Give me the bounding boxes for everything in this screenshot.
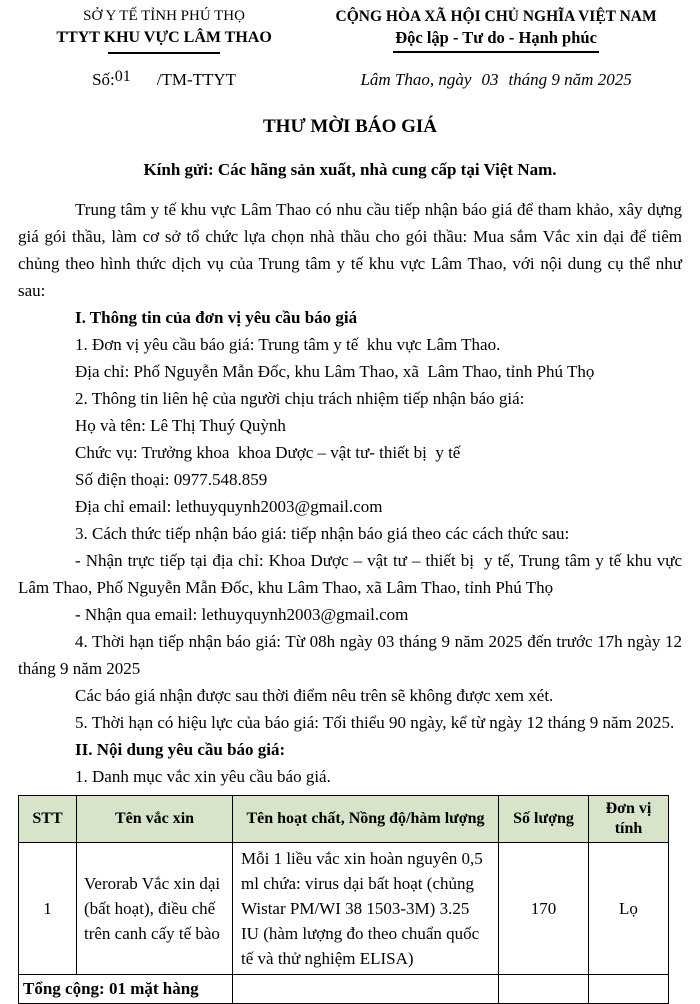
late-quote-note: Các báo giá nhận được sau thời điểm nêu trên sẽ không được xem xét. — [75, 686, 554, 705]
doc-number-label: Số: — [92, 70, 115, 89]
vaccine-quote-table — [18, 795, 669, 1004]
col-header-active-ingredient: Tên hoạt chất, Nồng độ/hàm lượng — [233, 796, 499, 843]
doc-date-suffix: tháng 9 năm 2025 — [508, 70, 632, 89]
national-title: CỘNG HÒA XÃ HỘI CHỦ NGHĨA VIỆT NAM — [335, 8, 657, 25]
col-header-stt: STT — [19, 796, 77, 843]
doc-date — [310, 70, 682, 90]
national-header-block — [310, 6, 682, 54]
total-empty-cell-3 — [589, 975, 669, 1004]
page-title: THƯ MỜI BÁO GIÁ — [263, 116, 437, 137]
parent-org-name: SỞ Y TẾ TỈNH PHÚ THỌ — [83, 8, 245, 24]
doc-date-prefix: Lâm Thao, ngày — [360, 70, 472, 89]
contact-position-line: Chức vụ: Trưởng khoa khoa Dược – vật tư- thiết bị y tế — [75, 443, 461, 462]
issuing-org-block — [18, 6, 310, 54]
col-header-vaccine-name: Tên vắc xin — [77, 796, 233, 843]
contact-name-line: Họ và tên: Lê Thị Thuý Quỳnh — [75, 416, 286, 435]
vaccine-list-heading: 1. Danh mục vắc xin yêu cầu báo giá. — [75, 767, 331, 786]
receive-direct-line: - Nhận trực tiếp tại địa chỉ: Khoa Dược – vật tư – thiết bị y tế, Trung tâm y tế khu vực Lâm Thao, Phố Nguyễn Mẫn Đốc, khu Lâm Thao, xã Lâm Thao, tỉnh Phú Thọ — [18, 551, 682, 597]
doc-number — [18, 70, 310, 90]
doc-number-value: 01 — [114, 68, 131, 85]
cell-stt: 1 — [19, 843, 77, 975]
cell-unit: Lọ — [589, 843, 669, 975]
national-motto: Độc lập - Tư do - Hạnh phúc — [393, 27, 599, 53]
contact-phone-line: Số điện thoại: 0977.548.859 — [75, 470, 268, 489]
salutation-line: Kính gửi: Các hãng sản xuất, nhà cung cấp tại Việt Nam. — [143, 160, 557, 179]
org-underline — [108, 52, 220, 54]
section-2-heading: II. Nội dung yêu cầu báo giá: — [75, 740, 286, 759]
document-header — [18, 6, 682, 54]
requesting-unit-line: 1. Đơn vị yêu cầu báo giá: Trung tâm y tế khu vực Lâm Thao. — [75, 335, 501, 354]
col-header-unit: Đơn vị tính — [589, 796, 669, 843]
total-empty-cell-1 — [233, 975, 499, 1004]
contact-email-line: Địa chỉ email: lethuyquynh2003@gmail.com — [75, 497, 383, 516]
intro-paragraph: Trung tâm y tế khu vực Lâm Thao có nhu cầu tiếp nhận báo giá để tham khảo, xây dựng giá gói thầu, làm cơ sở tổ chức lựa chọn nhà thầu cho gói thầu: Mua sắm Vắc xin dại để tiêm chủng theo hình thức dịch vụ của Trung tâm y tế khu vực Lâm Thao, với nội dung cụ thể như sau: — [18, 200, 682, 300]
doc-meta-row — [18, 70, 682, 90]
doc-date-day: 03 — [481, 70, 499, 89]
table-total-row — [19, 975, 669, 1004]
cell-vaccine-name: Verorab Vắc xin dại (bất hoạt), điều chế trên canh cấy tế bào — [77, 843, 233, 975]
org-unit-name: TTYT KHU VỰC LÂM THAO — [56, 29, 272, 46]
receive-method-heading: 3. Cách thức tiếp nhận báo giá: tiếp nhận báo giá theo các cách thức sau: — [75, 524, 570, 543]
cell-active-ingredient: Mỗi 1 liều vắc xin hoàn nguyên 0,5 ml chứa: virus dại bất hoạt (chủng Wistar PM/WI 38 1503-3M) 3.25 IU (hàm lượng đo theo chuẩn quốc tế và thử nghiệm ELISA) — [233, 843, 499, 975]
total-empty-cell-2 — [499, 975, 589, 1004]
col-header-quantity: Số lượng — [499, 796, 589, 843]
receive-email-line: - Nhận qua email: lethuyquynh2003@gmail.com — [75, 605, 409, 624]
cell-quantity: 170 — [499, 843, 589, 975]
table-row — [19, 843, 669, 975]
table-header-row — [19, 796, 669, 843]
document-body — [18, 196, 682, 790]
contact-info-heading: 2. Thông tin liên hệ của người chịu trách nhiệm tiếp nhận báo giá: — [75, 389, 525, 408]
address-line: Địa chỉ: Phố Nguyễn Mẫn Đốc, khu Lâm Thao, xã Lâm Thao, tỉnh Phú Thọ — [75, 362, 595, 381]
total-label: Tổng cộng: 01 mặt hàng — [19, 975, 233, 1004]
doc-number-suffix: /TM-TTYT — [156, 70, 237, 89]
deadline-line: 4. Thời hạn tiếp nhận báo giá: Từ 08h ngày 03 tháng 9 năm 2025 đến trước 17h ngày 12 tháng 9 năm 2025 — [18, 632, 682, 678]
validity-line: 5. Thời hạn có hiệu lực của báo giá: Tối thiểu 90 ngày, kể từ ngày 12 tháng 9 năm 2025. — [75, 713, 675, 732]
section-1-heading: I. Thông tin của đơn vị yêu cầu báo giá — [75, 308, 358, 327]
